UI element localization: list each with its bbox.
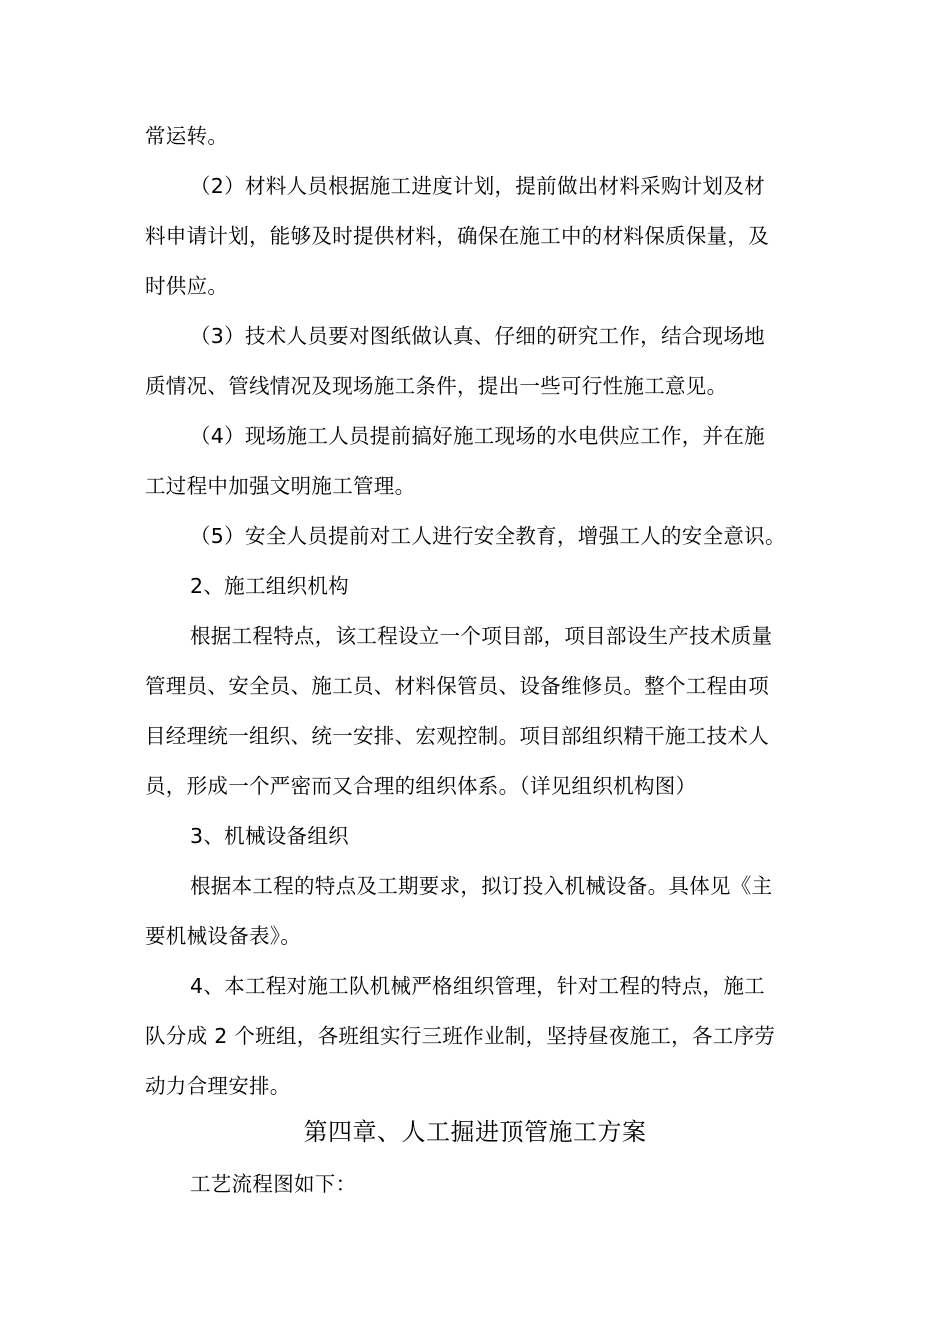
paragraph-line: 质情况、管线情况及现场施工条件，提出一些可行性施工意见。	[145, 374, 728, 398]
paragraph-line: 管理员、安全员、施工员、材料保管员、设备维修员。整个工程由项	[145, 674, 769, 698]
paragraph-line: 员，形成一个严密而又合理的组织体系。（详见组织机构图）	[145, 774, 697, 798]
chapter-title: 第四章、人工掘进顶管施工方案	[303, 1118, 647, 1146]
paragraph-line: （4）现场施工人员提前搞好施工现场的水电供应工作，并在施	[190, 424, 765, 448]
flow-chart-intro: 工艺流程图如下：	[190, 1172, 357, 1196]
paragraph-line: （5）安全人员提前对工人进行安全教育，增强工人的安全意识。	[190, 524, 786, 548]
paragraph-line: 动力合理安排。	[145, 1074, 291, 1098]
paragraph-line: 料申请计划，能够及时提供材料，确保在施工中的材料保质保量，及	[145, 224, 769, 248]
paragraph-line: （2）材料人员根据施工进度计划，提前做出材料采购计划及材	[190, 174, 765, 198]
paragraph-line: 工过程中加强文明施工管理。	[145, 474, 416, 498]
paragraph-line: 根据本工程的特点及工期要求，拟订投入机械设备。具体见《主	[190, 874, 773, 898]
paragraph-line: 根据工程特点，该工程设立一个项目部，项目部设生产技术质量	[190, 624, 773, 648]
section-heading: 3、机械设备组织	[190, 824, 349, 848]
paragraph-line: 时供应。	[145, 274, 229, 298]
paragraph-line: 常运转。	[145, 124, 229, 148]
section-heading: 2、施工组织机构	[190, 574, 349, 598]
paragraph-line: （3）技术人员要对图纸做认真、仔细的研究工作，结合现场地	[190, 324, 765, 348]
paragraph-line: 要机械设备表》。	[145, 924, 302, 948]
paragraph-line: 队分成 2 个班组，各班组实行三班作业制，坚持昼夜施工，各工序劳	[145, 1024, 776, 1048]
paragraph-line: 4、本工程对施工队机械严格组织管理，针对工程的特点，施工	[190, 974, 765, 998]
paragraph-line: 目经理统一组织、统一安排、宏观控制。项目部组织精干施工技术人	[145, 724, 769, 748]
